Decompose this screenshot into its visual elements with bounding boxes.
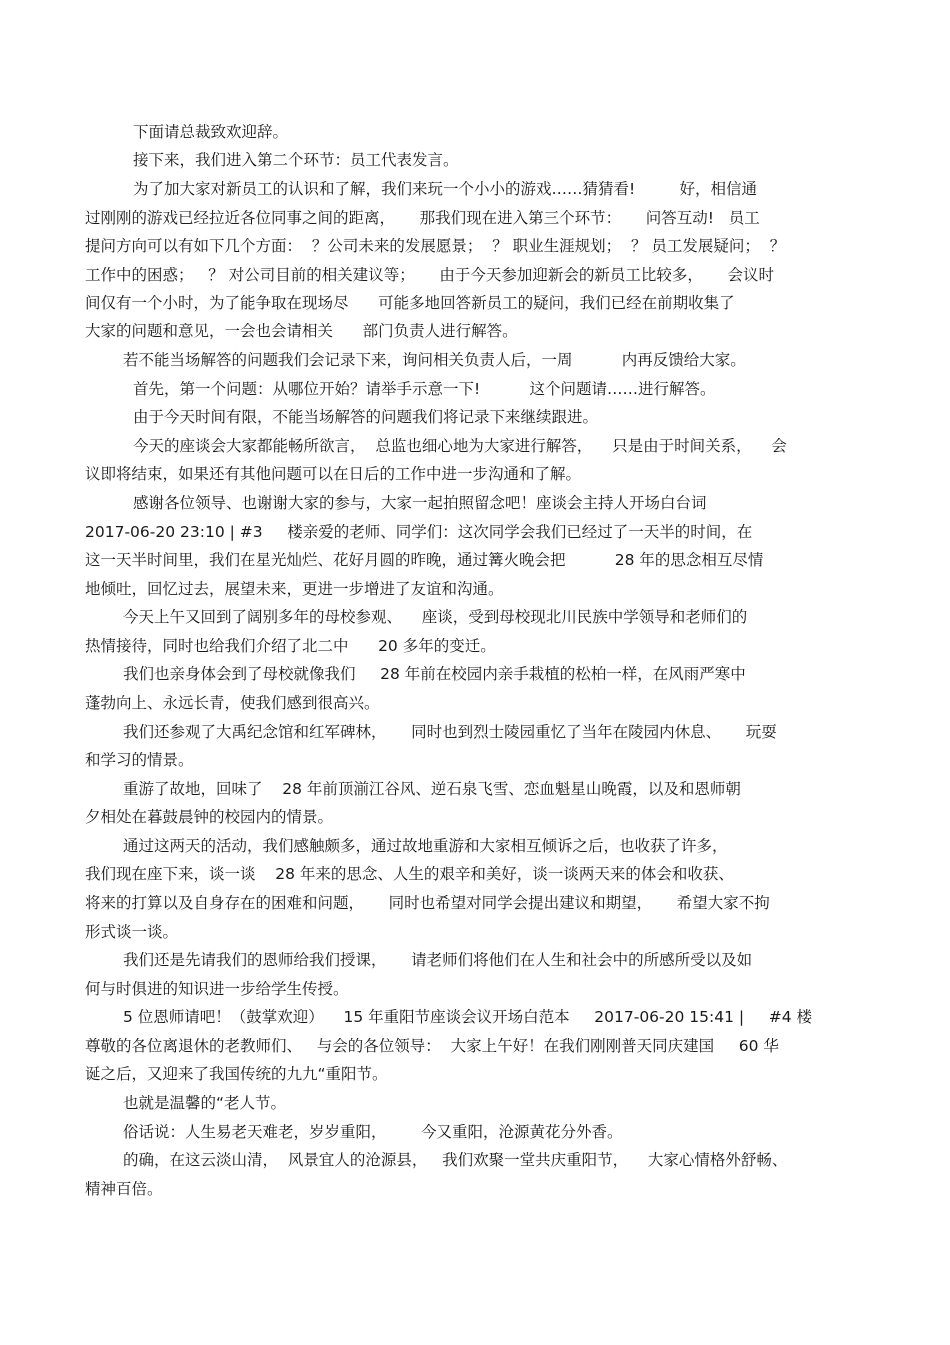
- text-line: 和学习的情景。: [85, 751, 194, 769]
- text-line: 诞之后，又迎来了我国传统的九九“重阳节。: [85, 1065, 388, 1083]
- text-line: 今天上午又回到了阔别多年的母校参观、 座谈，受到母校现北川民族中学领导和老师们的: [123, 608, 748, 626]
- text-line: 地倾吐，回忆过去，展望未来，更进一步增进了友谊和沟通。: [85, 580, 504, 598]
- text-line: 我们现在座下来，谈一谈 28 年来的思念、人生的艰辛和美好，谈一谈两天来的体会和收获、: [85, 865, 734, 883]
- text-line: 间仅有一个小时，为了能争取在现场尽 可能多地回答新员工的疑问，我们已经在前期收集了: [85, 294, 735, 312]
- text-line: 我们还参观了大禹纪念馆和红军碑林， 同时也到烈士陵园重忆了当年在陵园内休息、 玩耍: [123, 723, 777, 741]
- text-line: 工作中的困惑； ？ 对公司目前的相关建议等； 由于今天参加迎新会的新员工比较多， 会议时: [85, 266, 774, 284]
- text-line: 感谢各位领导、也谢谢大家的参与，大家一起拍照留念吧！座谈会主持人开场白台词: [133, 494, 707, 512]
- text-line: 我们还是先请我们的恩师给我们授课， 请老师们将他们在人生和社会中的所感所受以及如: [123, 951, 753, 969]
- text-line: 精神百倍。: [85, 1180, 163, 1198]
- text-line: 夕相处在暮鼓晨钟的校园内的情景。: [85, 808, 334, 826]
- text-line: 形式谈一谈。: [85, 923, 179, 941]
- text-line: 何与时俱进的知识进一步给学生传授。: [85, 980, 349, 998]
- text-line: 将来的打算以及自身存在的困难和问题， 同时也希望对同学会提出建议和期望， 希望大家不拘: [85, 894, 770, 912]
- text-line: 尊敬的各位离退休的老教师们、 与会的各位领导： 大家上午好！在我们刚刚普天同庆建国 60 华: [85, 1037, 779, 1055]
- text-line: 今天的座谈会大家都能畅所欲言， 总监也细心地为大家进行解答， 只是由于时间关系， 会: [133, 437, 787, 455]
- text-line: 过刚刚的游戏已经拉近各位同事之间的距离， 那我们现在进入第三个环节： 问答互动! 员工: [85, 209, 760, 227]
- text-line: 也就是温馨的“老人节。: [123, 1094, 287, 1112]
- text-line: 议即将结束，如果还有其他问题可以在日后的工作中进一步沟通和了解。: [85, 465, 582, 483]
- text-line: 的确，在这云淡山清， 风景宜人的沧源县， 我们欢聚一堂共庆重阳节， 大家心情格外舒畅、: [123, 1151, 788, 1169]
- text-line: 下面请总裁致欢迎辞。: [133, 123, 289, 141]
- text-line: 2017-06-20 23:10 | #3 楼亲爱的老师、同学们：这次同学会我们已经过了一天半的时间，在: [85, 523, 753, 541]
- text-line: 重游了故地，回味了 28 年前顶湔江谷风、逆石泉飞雪、恋血魁星山晚霞，以及和恩师朝: [123, 780, 741, 798]
- text-line: 热情接待，同时也给我们介绍了北二中 20 多年的变迁。: [85, 637, 496, 655]
- text-line: 蓬勃向上、永远长青，使我们感到很高兴。: [85, 694, 380, 712]
- text-line: 由于今天时间有限，不能当场解答的问题我们将记录下来继续跟进。: [133, 408, 599, 426]
- text-line: 接下来，我们进入第二个环节：员工代表发言。: [133, 151, 459, 169]
- text-line: 大家的问题和意见，一会也会请相关 部门负责人进行解答。: [85, 322, 518, 340]
- text-line: 这一天半时间里，我们在星光灿烂、花好月圆的昨晚，通过篝火晚会把 28 年的思念相互尽情: [85, 551, 764, 569]
- text-line: 5 位恩师请吧！（鼓掌欢迎） 15 年重阳节座谈会议开场白范本 2017-06-20 15:41 | #4 楼: [123, 1008, 813, 1026]
- text-line: 提问方向可以有如下几个方面： ？公司未来的发展愿景； ？ 职业生涯规划； ？ 员工发展疑问； ？: [85, 237, 786, 255]
- text-line: 俗话说：人生易老天难老，岁岁重阳， 今又重阳，沧源黄花分外香。: [123, 1123, 623, 1141]
- text-line: 首先，第一个问题：从哪位开始？请举手示意一下! 这个问题请……进行解答。: [133, 380, 716, 398]
- text-line: 若不能当场解答的问题我们会记录下来，询问相关负责人后，一周 内再反馈给大家。: [123, 351, 746, 369]
- text-line: 为了加大家对新员工的认识和了解，我们来玩一个小小的游戏……猜猜看! 好，相信通: [133, 180, 758, 198]
- text-line: 我们也亲身体会到了母校就像我们 28 年前在校园内亲手栽植的松柏一样，在风雨严寒中: [123, 665, 746, 683]
- text-line: 通过这两天的活动，我们感触颇多，通过故地重游和大家相互倾诉之后，也收获了许多，: [123, 837, 728, 855]
